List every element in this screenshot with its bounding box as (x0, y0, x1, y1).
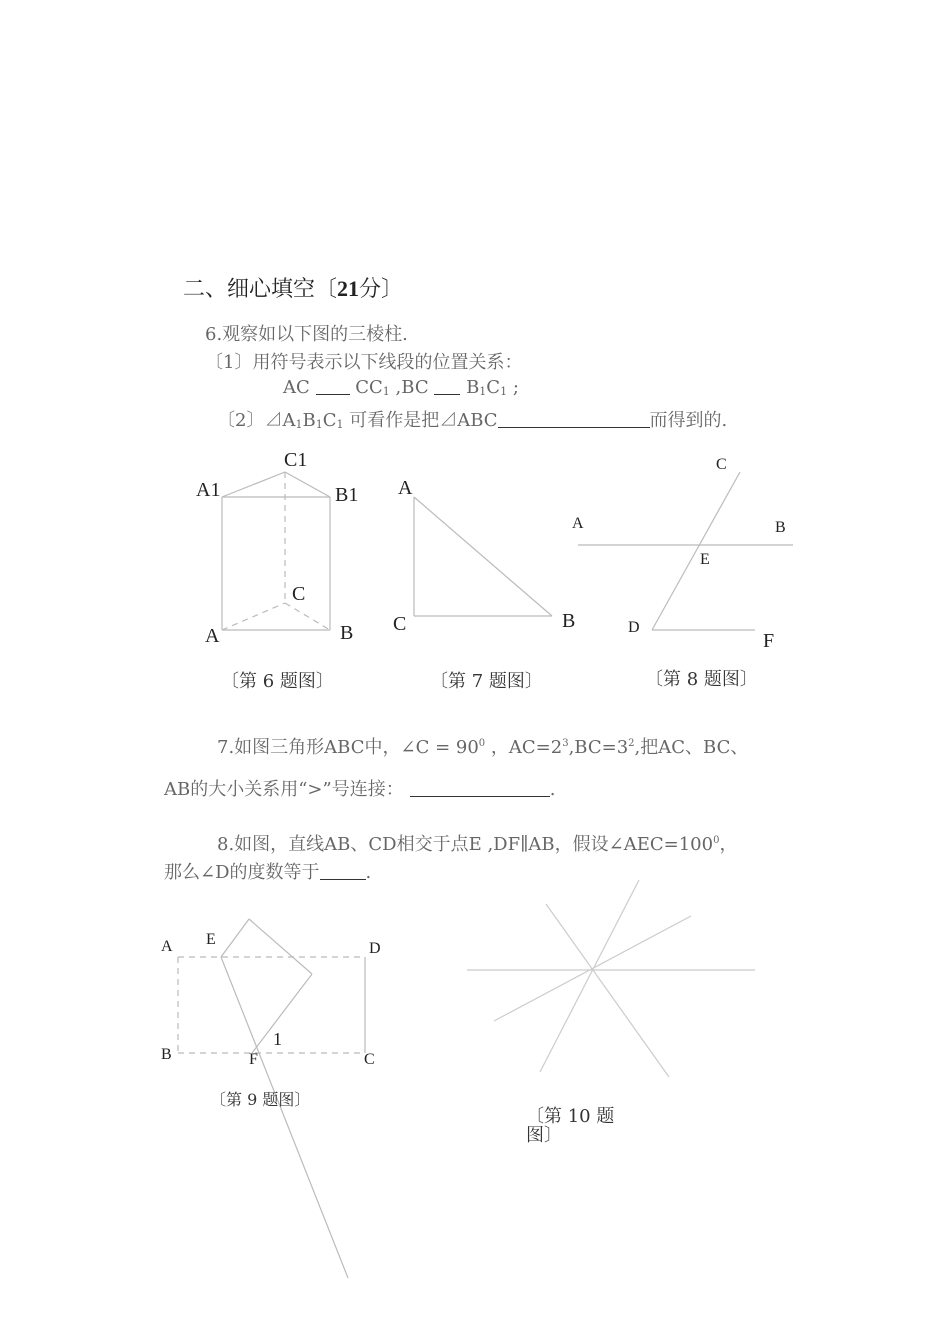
fig8-label-b: B (775, 519, 786, 536)
fig10-caption-clip (526, 1125, 562, 1146)
fig7-label-b: B (562, 610, 576, 632)
fig6-edge-cb-hidden (285, 603, 330, 630)
q7-line1: 7.如图三角形ABC中，∠C = $90^0$ ，$AC=2^3,BC=3^2$,把AC、BC、 (217, 737, 749, 758)
section-title: 二、细心填空〔21分〕 (183, 276, 404, 302)
fig6-label-c1: C1 (284, 449, 308, 471)
fig10-caption: 〔第 10 题 (526, 1106, 615, 1127)
fig7-side-ab (414, 497, 552, 616)
fig7-caption: 〔第 7 题图〕 (430, 671, 543, 692)
fig6-label-b: B (340, 622, 354, 644)
q7-line2: AB的大小关系用“>”号连接： . (164, 779, 556, 800)
fig8-lines (578, 472, 793, 630)
fig10-caption-line2: 图〕 (526, 1125, 562, 1146)
fig8-label-a: A (572, 515, 584, 532)
q6-part1-relations: AC $CC_1$ ,BC $B_1C_1$ ; (283, 377, 519, 398)
fig9-fold-2 (249, 919, 312, 974)
fig7-label-c: C (393, 613, 407, 635)
fig6-label-b1: B1 (335, 484, 359, 506)
q6-stem: 6.观察如以下图的三棱柱. (205, 324, 408, 345)
fig8-caption: 〔第 8 题图〕 (645, 669, 758, 690)
fig6-label-c: C (292, 583, 306, 605)
fig6-edge-ac-hidden (222, 603, 285, 630)
fig9-long-line (221, 957, 348, 1278)
q6-part1: 〔1〕用符号表示以下线段的位置关系： (205, 352, 523, 373)
fig8-line-cd (652, 472, 740, 630)
q8-blank[interactable] (320, 863, 366, 880)
section-score: 21 (337, 276, 360, 301)
fig6-label-a1: A1 (196, 479, 221, 501)
fig10-lines (467, 880, 755, 1077)
fig9-caption: 〔第 9 题图〕 (210, 1090, 311, 1109)
fig9-label-d: D (369, 940, 381, 957)
fig10-line-negative (546, 904, 669, 1077)
fig10-line-steep (540, 880, 639, 1072)
fig7-label-a: A (398, 477, 413, 499)
q6-part2: 〔2〕$⊿A_1B_1C_1$ 可看作是把⊿ABC 而得到的. (217, 410, 728, 431)
fig9-fold-3 (252, 974, 312, 1053)
fig8-label-c: C (716, 456, 727, 473)
fig6-caption: 〔第 6 题图〕 (221, 671, 334, 692)
q8-line1: 8.如图，直线AB、CD相交于点E ,DF∥AB，假设$\angle AEC=100^0$， (217, 834, 738, 855)
fig9-label-f: F (249, 1051, 258, 1068)
fig9-label-c: C (364, 1051, 375, 1068)
fig9-label-e: E (206, 931, 216, 948)
fig8-label-e: E (700, 551, 710, 568)
fig6-label-a: A (205, 625, 220, 647)
fig9-label-b: B (161, 1046, 172, 1063)
q8-line2: 那么∠D的度数等于 . (164, 862, 372, 883)
fig9-fold-1 (221, 919, 249, 957)
fig6-prism (222, 472, 330, 630)
fig8-label-f: F (763, 630, 775, 652)
fig7-triangle (414, 497, 552, 616)
fig9-label-a: A (161, 938, 173, 955)
fig9-label-angle-1: 1 (273, 1029, 282, 1049)
fig6-edge-c1b1 (285, 472, 330, 497)
q7-blank[interactable] (410, 780, 550, 797)
fig8-label-d: D (628, 619, 640, 636)
fig6-edge-a1c1 (222, 472, 285, 497)
